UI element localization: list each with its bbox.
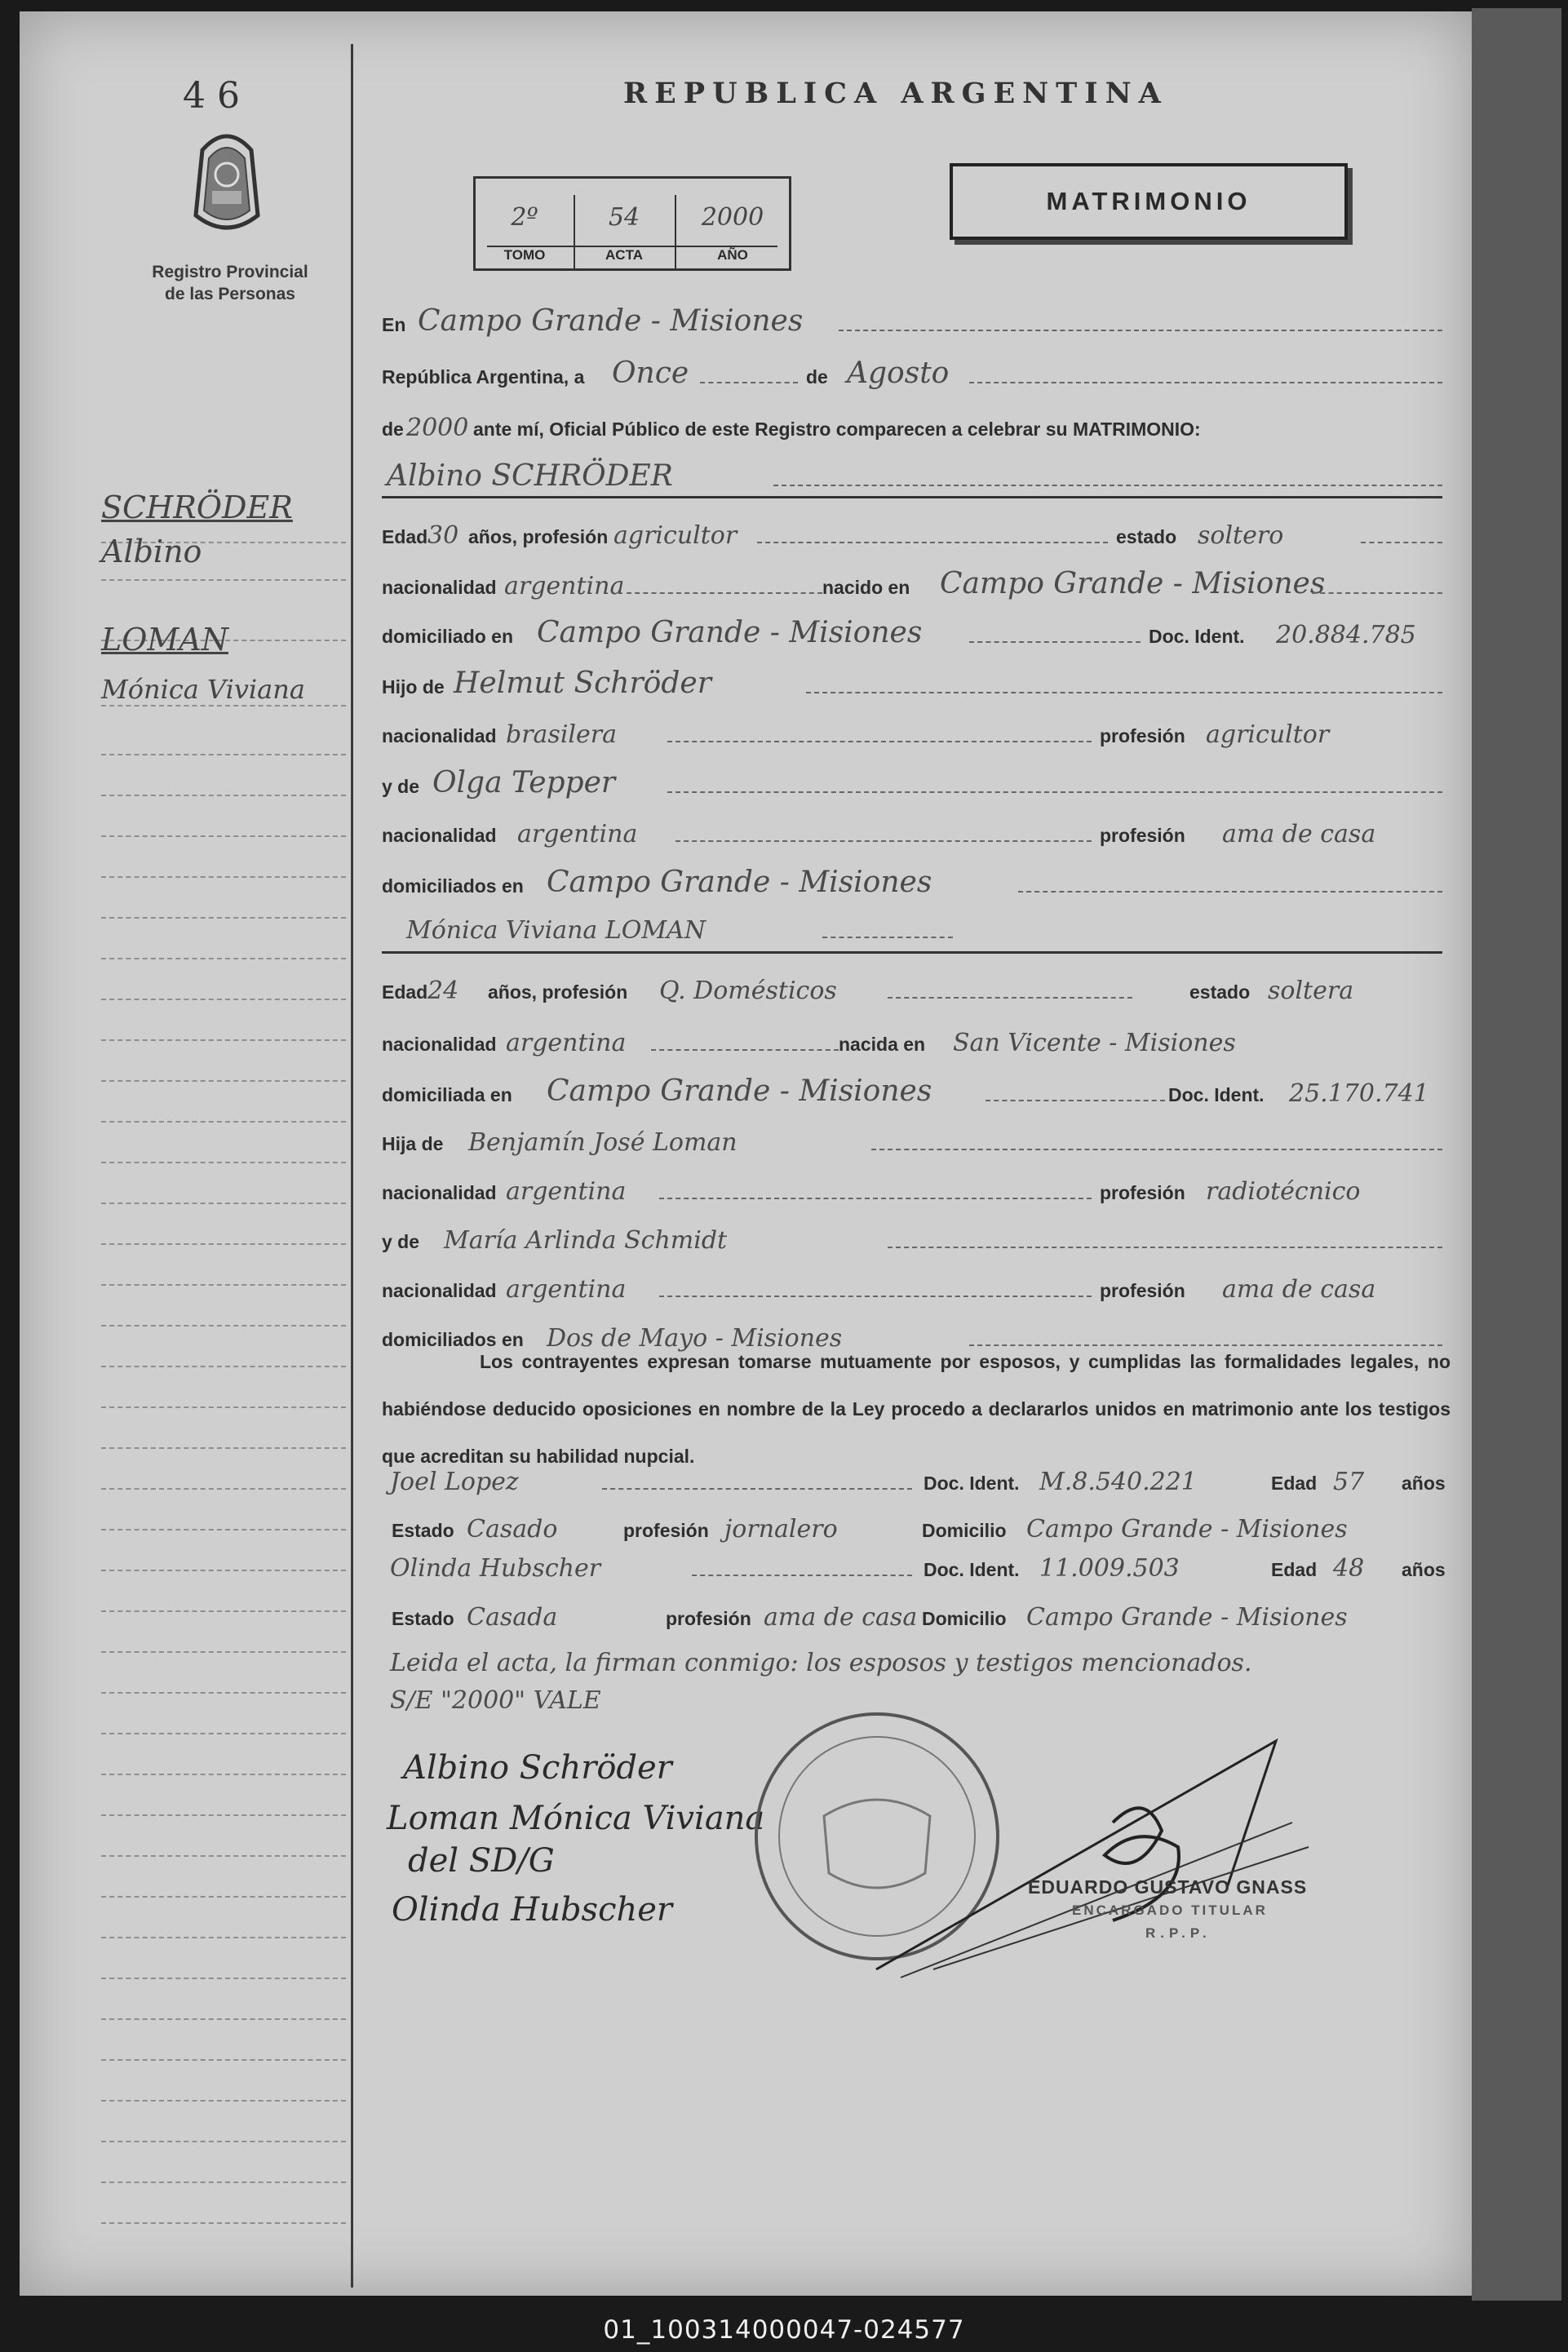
witness1-name: Joel Lopez — [390, 1468, 519, 1496]
groom-mother-nationality: argentina — [517, 820, 638, 848]
margin-groom-surname: SCHRÖDER — [101, 489, 293, 525]
margin-ruling — [101, 579, 346, 582]
groom-nationality: argentina — [504, 572, 625, 600]
groom-mother-profession: ama de casa — [1222, 820, 1376, 848]
witness2-status: Casada — [467, 1603, 558, 1632]
row-groom-father-nat: nacionalidad brasilera profesión agricultor — [382, 720, 1330, 749]
row-date: República Argentina, a Once de Agosto — [382, 356, 1442, 392]
margin-groom-given: Albino — [101, 534, 202, 569]
margin-ruling — [101, 1243, 346, 1246]
groom-age: 30 — [427, 521, 459, 550]
folio-number: 46 — [183, 75, 251, 117]
margin-ruling — [101, 1121, 346, 1123]
witness1-profession: jornalero — [724, 1515, 838, 1544]
row-groom-mother: y de Olga Tepper — [382, 765, 1442, 801]
margin-ruling — [101, 1692, 346, 1694]
margin-ruling — [101, 958, 346, 960]
witness1-doc: M.8.540.221 — [1039, 1468, 1197, 1496]
groom-mother: Olga Tepper — [432, 766, 616, 800]
groom-status: soltero — [1198, 521, 1284, 550]
margin-ruling — [101, 1325, 346, 1327]
margin-ruling — [101, 1896, 346, 1898]
margin-ruling — [101, 1284, 346, 1287]
margin-ruling — [101, 835, 346, 838]
row-witness2-name: Olinda Hubscher Doc. Ident. 11.009.503 Edad 48 años — [390, 1554, 1446, 1583]
provincial-seal-icon — [188, 126, 266, 240]
bride-mother: María Arlinda Schmidt — [444, 1226, 728, 1255]
row-place: En Campo Grande - Misiones — [382, 303, 1442, 339]
row-groom-name — [382, 458, 1442, 494]
witness2-doc: 11.009.503 — [1039, 1554, 1180, 1583]
official-name: EDUARDO GUSTAVO GNASS — [1028, 1876, 1308, 1898]
margin-ruling — [101, 1529, 346, 1531]
margin-divider — [351, 44, 353, 2288]
bride-birthplace: San Vicente - Misiones — [953, 1029, 1236, 1057]
margin-ruling — [101, 1447, 346, 1450]
bride-mother-profession: ama de casa — [1222, 1275, 1376, 1304]
witness1-domicile: Campo Grande - Misiones — [1026, 1515, 1348, 1544]
margin-ruling — [101, 1570, 346, 1572]
bride-mother-nationality: argentina — [506, 1275, 627, 1304]
row-bride-mother-nat: nacionalidad argentina profesión ama de casa — [382, 1275, 1376, 1304]
act-type-label: MATRIMONIO — [1046, 187, 1251, 215]
margin-bride-surname: LOMAN — [101, 622, 228, 658]
marriage-year: 2000 — [406, 414, 469, 442]
acta-cell — [575, 179, 673, 263]
row-bride-domicile: domiciliada en Campo Grande - Misiones Doc. Ident. 25.170.741 — [382, 1074, 1429, 1108]
register-page — [20, 11, 1475, 2296]
margin-ruling — [101, 1080, 346, 1083]
document-title: REPUBLICA ARGENTINA — [623, 77, 1168, 110]
anio-value: 2000 — [701, 203, 764, 232]
row-witness2-details: Estado Casada profesión ama de casa Domicilio Campo Grande - Misiones — [392, 1603, 1348, 1632]
act-type-box — [950, 163, 1348, 240]
witness1-status: Casado — [467, 1515, 558, 1544]
official-org: R.P.P. — [1145, 1925, 1211, 1941]
declaration-text: Los contrayentes expresan tomarse mutuamente por esposos, y cumplidas las formalidades legales, no habiéndose deducido oposiciones en nombre de la Ley procedo a declararlos unidos en matrimonio ante los testigos que acreditan su habilidad nupcial. — [382, 1351, 1451, 1467]
bride-nationality: argentina — [506, 1029, 627, 1057]
bride-full-name: Mónica Viviana LOMAN — [406, 916, 706, 945]
margin-ruling — [101, 2222, 346, 2225]
bride-father: Benjamín José Loman — [468, 1128, 737, 1157]
groom-father: Helmut Schröder — [454, 667, 711, 700]
official-role: ENCARGADO TITULAR — [1072, 1902, 1268, 1918]
row-witness1-details: Estado Casado profesión jornalero Domicilio Campo Grande - Misiones — [392, 1515, 1348, 1544]
bride-father-profession: radiotécnico — [1206, 1177, 1361, 1206]
margin-ruling — [101, 2018, 346, 2021]
closing-line1: Leida el acta, la firman conmigo: los esposos y testigos mencionados. — [390, 1649, 1252, 1677]
row-witness1-name: Joel Lopez Doc. Ident. M.8.540.221 Edad 57 años — [390, 1468, 1446, 1496]
marriage-day: Once — [612, 357, 689, 390]
row-groom-age: Edad 30 años, profesión agricultor estado soltero — [382, 516, 1442, 551]
scan-id-label: 01_100314000047-024577 — [603, 2315, 965, 2345]
margin-ruling — [101, 999, 346, 1001]
witness2-domicile: Campo Grande - Misiones — [1026, 1603, 1348, 1632]
margin-ruling — [101, 1733, 346, 1735]
tomo-label: TOMO — [503, 247, 546, 263]
official-signature-icon — [868, 1725, 1325, 1986]
groom-birthplace: Campo Grande - Misiones — [940, 567, 1326, 600]
margin-ruling — [101, 1203, 346, 1205]
row-groom-parents-domicile: domiciliados en Campo Grande - Misiones — [382, 865, 1442, 901]
groom-profession: agricultor — [613, 521, 737, 550]
row-groom-domicile: domiciliado en Campo Grande - Misiones Doc. Ident. 20.884.785 — [382, 616, 1416, 649]
row-bride-father: Hija de Benjamín José Loman — [382, 1123, 1442, 1158]
signature-groom: Albino Schröder — [403, 1749, 672, 1787]
margin-ruling — [101, 917, 346, 919]
tomo-cell — [476, 179, 574, 263]
bride-age: 24 — [427, 977, 459, 1005]
margin-ruling — [101, 1978, 346, 1980]
margin-bride-given: Mónica Viviana — [101, 674, 305, 705]
margin-ruling — [101, 754, 346, 756]
margin-ruling — [101, 1774, 346, 1776]
office-name: Registro Provincial de las Personas — [152, 263, 308, 303]
witness2-profession: ama de casa — [764, 1603, 918, 1632]
groom-doc: 20.884.785 — [1276, 621, 1416, 649]
row-year: de 2000 ante mí, Oficial Público de este Registro comparecen a celebrar su MATRIMONIO: — [382, 414, 1201, 442]
margin-ruling — [101, 2059, 346, 2062]
margin-ruling — [101, 1651, 346, 1654]
witness2-age: 48 — [1333, 1554, 1365, 1583]
signature-witness: Olinda Hubscher — [392, 1891, 673, 1929]
margin-ruling — [101, 876, 346, 879]
signature-bride: Loman Mónica Viviana — [387, 1800, 765, 1837]
margin-ruling — [101, 1162, 346, 1164]
bride-profession: Q. Domésticos — [659, 977, 837, 1005]
bride-father-nationality: argentina — [506, 1177, 627, 1206]
margin-ruling — [101, 795, 346, 797]
witness2-name: Olinda Hubscher — [390, 1554, 601, 1583]
margin-ruling — [101, 1855, 346, 1858]
registry-box — [473, 176, 791, 271]
row-bride-nationality: nacionalidad argentina nacida en San Vicente - Misiones — [382, 1029, 1236, 1057]
tomo-value: 2º — [511, 203, 538, 232]
row-groom-mother-nat: nacionalidad argentina profesión ama de casa — [382, 820, 1376, 848]
groom-father-profession: agricultor — [1206, 720, 1330, 749]
witness1-age: 57 — [1333, 1468, 1365, 1496]
groom-parents-domicile: Campo Grande - Misiones — [547, 866, 932, 899]
margin-ruling — [101, 2141, 346, 2143]
book-binding — [1472, 8, 1561, 2301]
row-bride-mother: y de María Arlinda Schmidt — [382, 1220, 1442, 1256]
margin-ruling — [101, 1814, 346, 1817]
row-bride-age: Edad 24 años, profesión Q. Domésticos estado soltera — [382, 977, 1354, 1005]
marriage-place: Campo Grande - Misiones — [418, 304, 804, 338]
row-closing — [382, 1643, 1442, 1679]
margin-ruling — [101, 2181, 346, 2184]
margin-ruling — [101, 1366, 346, 1368]
section-rule — [382, 951, 1442, 954]
margin-ruling — [101, 1610, 346, 1613]
bride-status: soltera — [1268, 977, 1354, 1005]
acta-label: ACTA — [605, 247, 643, 263]
section-rule — [382, 496, 1442, 498]
groom-full-name: Albino SCHRÖDER — [387, 459, 673, 493]
margin-ruling — [101, 1488, 346, 1490]
margin-ruling — [101, 705, 346, 707]
margin-ruling — [101, 1406, 346, 1409]
signature-3: del SD/G — [408, 1842, 555, 1880]
bride-domicile: Campo Grande - Misiones — [547, 1074, 932, 1108]
margin-ruling — [101, 1039, 346, 1042]
row-groom-father: Hijo de Helmut Schröder — [382, 666, 1442, 702]
bride-doc: 25.170.741 — [1289, 1079, 1429, 1108]
margin-ruling — [101, 1937, 346, 1939]
groom-father-nationality: brasilera — [506, 720, 617, 749]
groom-domicile: Campo Grande - Misiones — [537, 616, 923, 649]
closing-line2: S/E "2000" VALE — [390, 1686, 601, 1715]
row-bride-name — [382, 910, 1442, 946]
row-bride-parents-domicile: domiciliados en Dos de Mayo - Misiones — [382, 1318, 1442, 1354]
anio-label: AÑO — [717, 247, 748, 263]
marriage-month: Agosto — [847, 357, 950, 390]
anio-cell — [676, 179, 789, 263]
margin-ruling — [101, 2100, 346, 2102]
acta-value: 54 — [608, 203, 640, 232]
bride-parents-domicile: Dos de Mayo - Misiones — [547, 1324, 843, 1353]
row-bride-father-nat: nacionalidad argentina profesión radiotécnico — [382, 1177, 1361, 1206]
row-groom-nationality: nacionalidad argentina nacido en Campo Grande - Misiones — [382, 566, 1442, 602]
